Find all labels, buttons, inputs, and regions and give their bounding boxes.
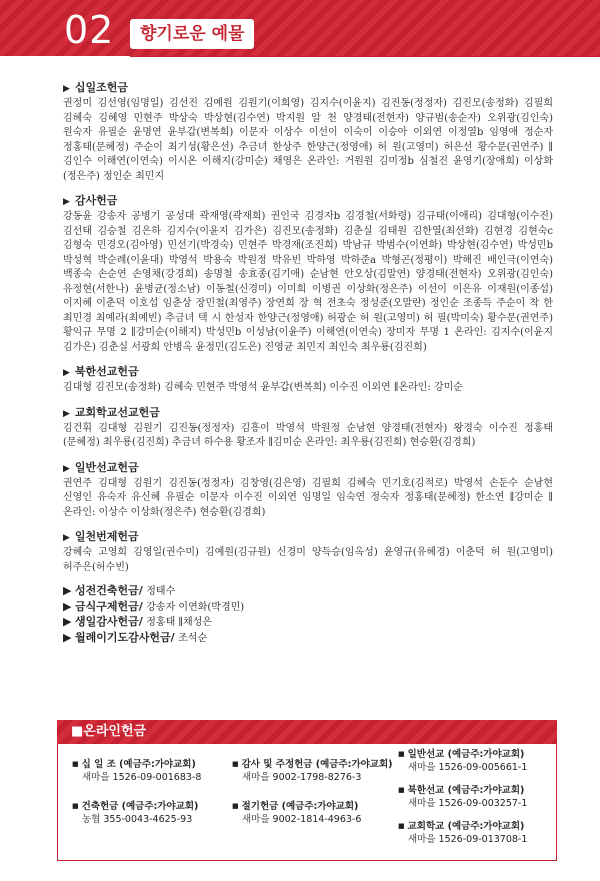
list-item: [63, 615, 553, 631]
account-number: 새마을 1526-09-013708-1: [408, 834, 528, 845]
online-offering-panel: [57, 720, 557, 860]
section-general-mission: [63, 460, 553, 521]
section-north-korea-mission: [63, 364, 553, 396]
account-number: 새마을 1526-09-001683-8: [82, 772, 202, 783]
triangle-bullet-icon: ▶: [63, 599, 75, 613]
account-name: ■ 십 일 조 (예금주:가야교회): [72, 759, 196, 770]
section-title: 일천번제헌금: [74, 530, 139, 543]
donor-names: 정홍태 ∥채성은: [146, 617, 213, 628]
account-festival: [232, 800, 361, 826]
section-title: 북한선교헌금: [74, 365, 139, 378]
donor-names: 강송자 이연화(박경민): [146, 601, 245, 613]
account-church-school: [398, 820, 527, 846]
offering-type: 금식구제헌금/: [74, 599, 143, 613]
header-title-box: [130, 19, 254, 49]
triangle-bullet-icon: ▶: [63, 408, 70, 419]
donor-names: 권연주 김대형 김원기 김진동(정정자) 김창영(김은영) 김필희 김혜숙 민기호(김적로) 박영석 손둔수 순남현 신영인 유숙자 유신혜 유필순 이문자 이수진 이외연 임명일 임숙연 정숙자 정홍태(문혜정) 한소연 ∥강미순 ∥온라인: 이상수 이상화(정은주) 현승환(김경희): [63, 477, 553, 518]
online-header-bar: [57, 720, 557, 744]
account-number: 농협 355-0043-4625-93: [82, 814, 193, 825]
account-number: 새마을 9002-1814-4963-6: [242, 814, 362, 825]
account-building: [72, 800, 198, 826]
list-item: [63, 584, 553, 600]
donor-names: 강동윤 강송자 공병기 공성대 곽재영(곽재희) 권인국 김경자b 김경철(서화령) 김규태(이애리) 김대형(이수진) 김선태 김승철 김은하 김지수(이윤지 김가은) 김진모(송정화) 김춘실 김태원 김한열(최선화) 김현경 김현숙c 김형숙 민경오(김아영) 민선기(박경숙) 민현주 박경재(조진희) 박남규 박범수(이연화) 박상현(김수연) 박성민b 박성혁 박순례(이윤대) 박영석 박용숙 박원정 박유빈 박하영 박하준a 박형곤(정평이) 박해진 배인극(이연숙) 백종숙 손순연 손영채(강경희) 송명철 송효종(김기애) 순남현 안오상(김말연) 양경태(전현자) 오위광(김인숙) 유정현(서한나) 윤병균(정소남) 이동철(신경미) 이미희 이병권 이상화(정은주) 이선이 이은유 이재원(이종섭) 이지혜 이춘덕 이호섭 임춘상 장민철(최영주) 장연희 장 혁 전초숙 정성준(오말란) 정인순 조종득 주순이 착 한 최민경 최예라(최예빈) 추금녀 택 시 한성자 한양근(정영애) 허광순 허 원(고영미) 허 필(박미숙) 황수문(권연주) 황익규 무명 2 ∥강미순(이해지) 박성민b 이성남(이윤주) 이해연(이연숙) 장미자 무명 1 온라인: 김지수(이윤지 김가은) 김춘실 서광희 안병옥 윤정민(김도은) 진영균 최민지 최인숙 최우룡(김진희): [63, 211, 553, 353]
triangle-bullet-icon: ▶: [63, 630, 75, 644]
account-number: 새마을 1526-09-003257-1: [408, 798, 528, 809]
triangle-bullet-icon: ▶: [63, 368, 70, 378]
account-name: ■ 교회학교 (예금주:가야교회): [398, 821, 524, 832]
online-title: 온라인헌금: [83, 724, 147, 739]
offering-type: 성전건축헌금/: [74, 584, 143, 597]
account-north-korea-mission: [398, 784, 527, 810]
donor-names: 김대형 김진모(송정화) 김혜숙 민현주 박영석 윤부갑(변복희) 이수진 이외연 ∥온라인: 강미순: [63, 382, 463, 393]
account-thanksgiving: [232, 758, 393, 784]
account-number: 새마을 9002-1798-8276-3: [242, 772, 362, 783]
account-name: ■ 감사 및 주정헌금 (예금주:가야교회): [232, 759, 393, 770]
donor-names: 김건휘 김대형 김원기 김진동(정정자) 김흥이 박영석 박원정 순남현 양경태(전현자) 왕경숙 이수진 정홍태(문혜정) 최우룡(김진희) 추금녀 하수용 황조자 ∥김미순 온라인: 최우룡(김진희) 현승환(김경희): [63, 422, 553, 448]
section-thousand-offering: [63, 529, 553, 575]
header-divider: [130, 56, 600, 57]
triangle-bullet-icon: ▶: [63, 584, 75, 597]
triangle-bullet-icon: ▶: [63, 615, 75, 628]
account-name: ■ 건축헌금 (예금주:가야교회): [72, 801, 198, 812]
account-name: ■ 일반선교 (예금주:가야교회): [398, 749, 524, 760]
misc-offerings: [63, 584, 553, 646]
square-bullet-icon: ■: [71, 724, 84, 739]
page-title: 향기로운 예물: [140, 24, 245, 44]
triangle-bullet-icon: ▶: [63, 84, 70, 94]
offering-list: [63, 80, 553, 646]
account-list: [57, 744, 557, 861]
triangle-bullet-icon: ▶: [63, 463, 70, 474]
page-header: [0, 0, 600, 64]
donor-names: 조석순: [178, 632, 208, 644]
section-thanksgiving: [63, 193, 553, 355]
account-general-mission: [398, 748, 527, 774]
section-tithe: [63, 80, 553, 184]
section-church-school-mission: [63, 405, 553, 451]
list-item: [63, 600, 553, 616]
triangle-bullet-icon: ▶: [63, 533, 70, 543]
donor-names: 권정미 김선영(임명일) 김선진 김예원 김원기(이희영) 김지수(이윤지) 김진동(정정자) 김진모(송정화) 김필희 김혜숙 김혜영 민현주 박상숙 박상현(김수연) 박지원 알 천 양경태(전현자) 양규범(송순자) 오위광(김인숙) 원숙자 유필순 윤명연 윤부갑(변복희) 이문자 이상수 이선이 이숙이 이승아 이외연 이정열b 임영애 정순자 정홍태(문혜정) 주순이 최기성(황은선) 추금녀 한상주 한양근(정영애) 허 원(고영미) 허은선 황수문(권연주) ∥김인수 이해연(이연숙) 이시온 이해지(강미순) 채영은 온라인: 거원원 김미정b 심철진 윤영기(장애희) 이상화(정은주) 정인순 최민지: [63, 98, 553, 182]
account-name: ■ 북한선교 (예금주:가야교회): [398, 785, 524, 796]
offering-type: 생일감사헌금/: [74, 615, 143, 628]
donor-names: 강혜숙 고영희 김영일(권수미) 김예원(김규원) 신경미 양득승(임옥성) 윤영규(유혜경) 이춘덕 허 원(고영미) 허주은(허수빈): [63, 547, 553, 573]
section-title: 감사헌금: [74, 194, 118, 207]
section-title: 십일조헌금: [74, 81, 129, 94]
section-number: 02: [64, 8, 115, 52]
section-title: 교회학교선교헌금: [74, 405, 160, 419]
account-name: ■ 절기헌금 (예금주:가야교회): [232, 801, 358, 812]
list-item: [63, 631, 553, 647]
donor-names: 정태수: [146, 586, 176, 597]
section-title: 일반선교헌금: [74, 460, 139, 474]
offering-type: 월례이기도감사헌금/: [74, 630, 175, 644]
account-number: 새마을 1526-09-005661-1: [408, 762, 528, 773]
triangle-bullet-icon: ▶: [63, 197, 70, 207]
account-tithe: [72, 758, 201, 784]
